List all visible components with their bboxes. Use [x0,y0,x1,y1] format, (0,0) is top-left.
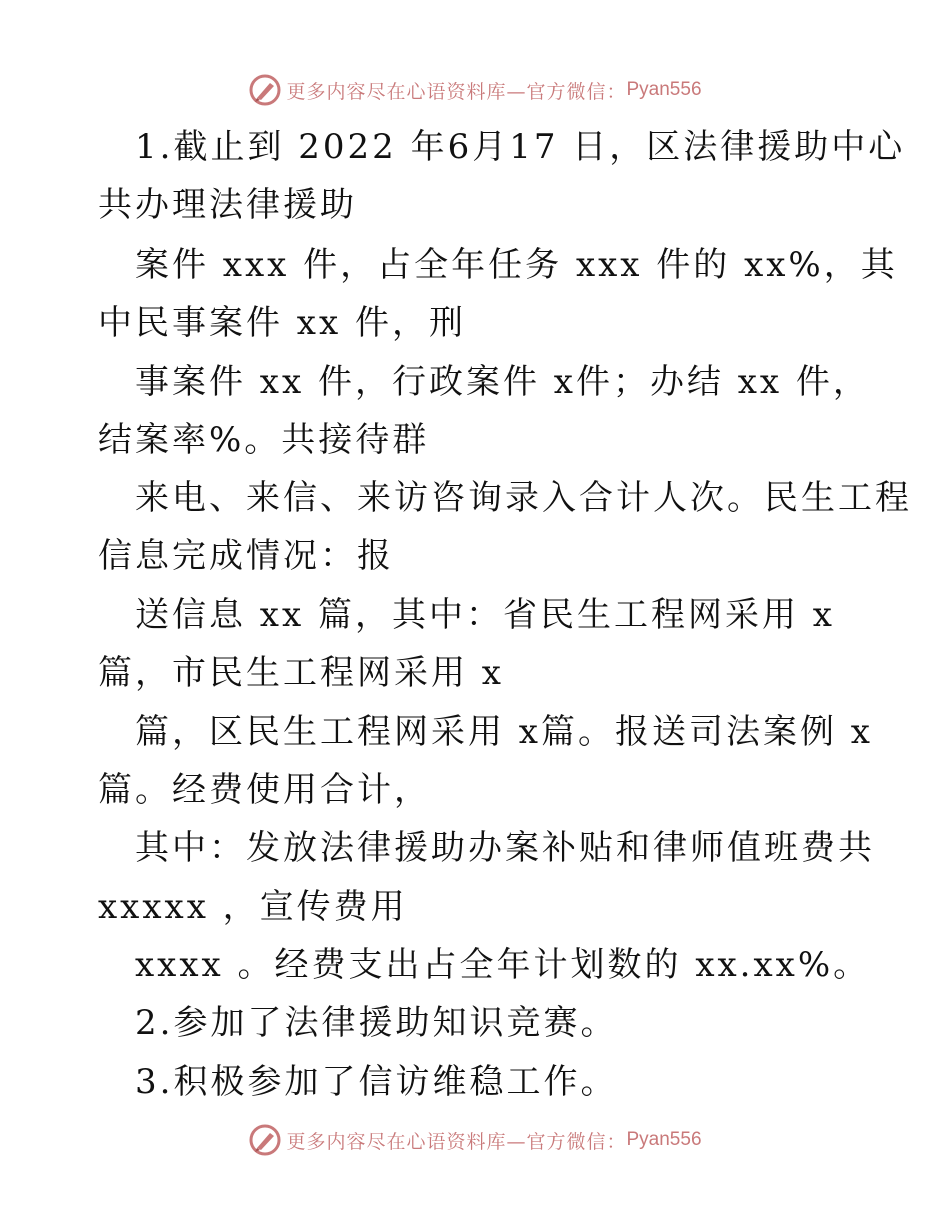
text-line: 结案率%。共接待群 [98,420,430,460]
text-line: 篇，市民生工程网采用 x [98,653,504,693]
text-line: 案件 xxx 件，占全年任务 xxx 件的 xx%，其 [135,245,898,285]
list-item-2: 2.参加了法律援助知识竞赛。 [135,1003,618,1043]
text-line: xxxxx ，宣传费用 [98,887,408,927]
text-line: 送信息 xx 篇，其中：省民生工程网采用 x [135,595,835,635]
text-line: 中民事案件 xx 件，刑 [98,303,466,343]
text-line: xxxx 。经费支出占全年计划数的 xx.xx%。 [135,945,871,985]
watermark-id: Pyan556 [626,1129,702,1150]
text-line: 来电、来信、来访咨询录入合计人次。民生工程 [135,478,912,518]
text-line: 篇，区民生工程网采用 x篇。报送司法案例 x [135,712,873,752]
text-line: 事案件 xx 件，行政案件 x件；办结 xx 件， [135,362,870,402]
text-line: 信息完成情况：报 [98,536,394,576]
watermark-id: Pyan556 [626,79,702,100]
watermark-text: 更多内容尽在心语资料库—官方微信： [286,80,627,103]
text-line: 共办理法律援助 [98,185,357,225]
text-line: 1.截止到 2022 年6月17 日，区法律援助中心 [135,127,906,167]
pen-logo-icon [248,73,282,107]
watermark-footer [0,1118,950,1162]
watermark-header [0,68,950,112]
pen-logo-icon [248,1123,282,1157]
text-line: 篇。经费使用合计， [98,770,431,810]
watermark-text: 更多内容尽在心语资料库—官方微信： [286,1130,627,1153]
list-item-3: 3.积极参加了信访维稳工作。 [135,1062,618,1102]
text-line: 其中：发放法律援助办案补贴和律师值班费共 [135,828,875,868]
